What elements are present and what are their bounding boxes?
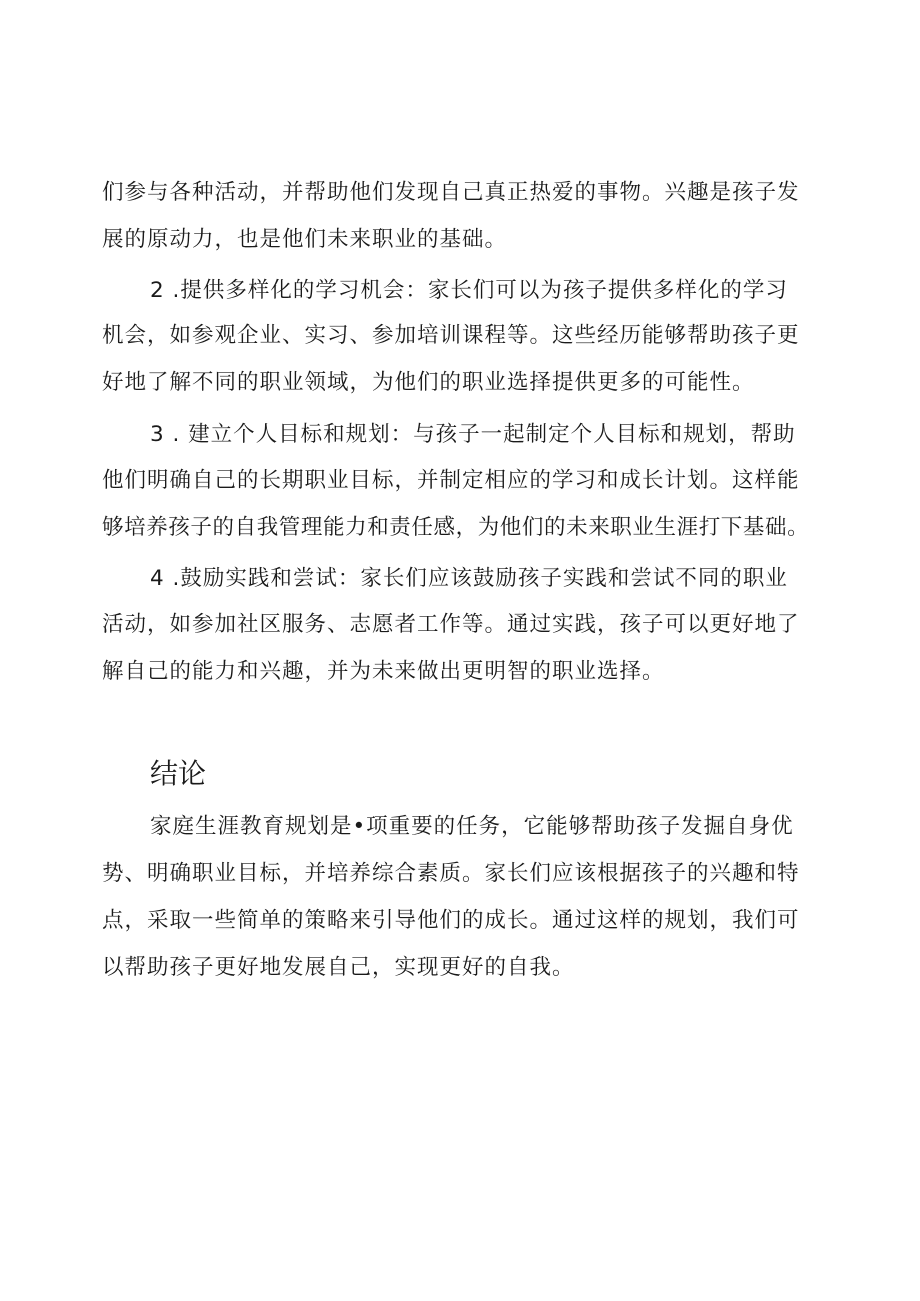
paragraph-line: 展的原动力，也是他们未来职业的基础。 xyxy=(102,227,508,252)
paragraph-line: 以帮助孩子更好地发展自己，实现更好的自我。 xyxy=(102,955,575,980)
paragraph-line: 势、明确职业目标，并培养综合素质。家长们应该根据孩子的兴趣和特 xyxy=(102,861,800,886)
paragraph-line: 点，采取一些简单的策略来引导他们的成长。通过这样的规划，我们可 xyxy=(102,908,800,933)
paragraph-line: 机会，如参观企业、实习、参加培训课程等。这些经历能够帮助孩子更 xyxy=(102,323,800,348)
paragraph-line: 他们明确自己的长期职业目标，并制定相应的学习和成长计划。这样能 xyxy=(102,468,800,493)
list-item-first-line: 4 .鼓励实践和尝试：家长们应该鼓励孩子实践和尝试不同的职业 xyxy=(150,566,788,591)
paragraph-line: 解自己的能力和兴趣，并为未来做出更明智的职业选择。 xyxy=(102,659,665,684)
list-item-first-line: 2 .提供多样化的学习机会：家长们可以为孩子提供多样化的学习 xyxy=(150,278,788,303)
list-item-first-line: 3 . 建立个人目标和规划：与孩子一起制定个人目标和规划，帮助 xyxy=(150,422,796,447)
paragraph-line: 们参与各种活动，并帮助他们发现自己真正热爱的事物。兴趣是孩子发 xyxy=(102,180,800,205)
paragraph-line: 活动，如参加社区服务、志愿者工作等。通过实践，孩子可以更好地了 xyxy=(102,612,800,637)
paragraph-line: 好地了解不同的职业领域，为他们的职业选择提供更多的可能性。 xyxy=(102,370,755,395)
paragraph-line: 够培养孩子的自我管理能力和责任感，为他们的未来职业生涯打下基础。 xyxy=(102,515,810,540)
conclusion-heading: 结论 xyxy=(150,757,207,790)
paragraph-first-line: 家庭生涯教育规划是•项重要的任务，它能够帮助孩子发掘自身优 xyxy=(150,814,794,839)
